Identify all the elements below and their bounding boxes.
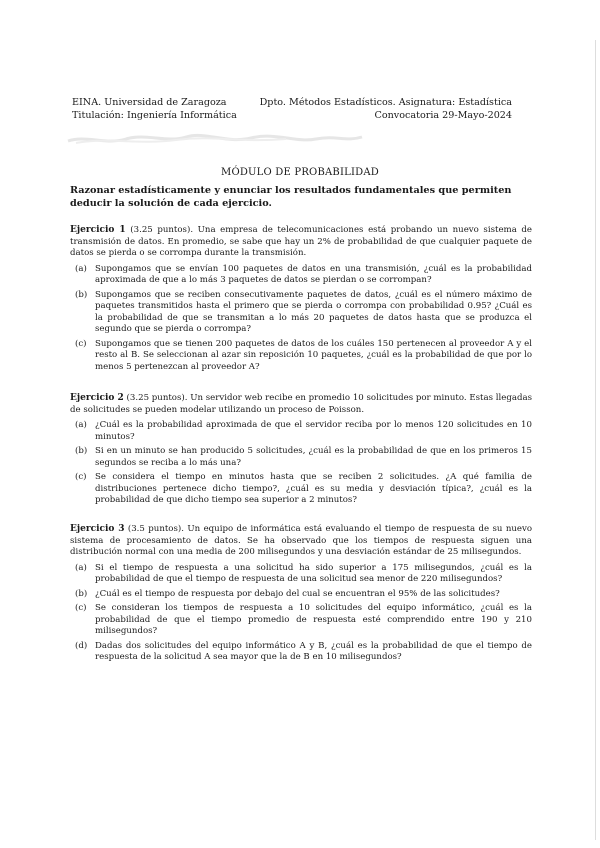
degree-name: Titulación: Ingeniería Informática <box>72 110 237 121</box>
handwritten-name-scribble <box>66 131 366 147</box>
list-item <box>70 589 532 601</box>
item-text: Se considera el tiempo en minutos hasta que se reciben 2 solicitudes. ¿A qué familia de distribuciones pertenece dicho tiempo?, ¿cuál es su media y desviación típica?, ¿cuál es la probabilidad de que dicho tiempo sea superior a 2 minutos? <box>95 472 532 505</box>
exercise-1-name: Ejercicio 1 <box>70 225 126 235</box>
instructions: Razonar estadísticamente y enunciar los resultados fundamentales que permiten deducir la solución de cada ejercicio. <box>70 185 512 209</box>
exercise-1 <box>70 225 532 376</box>
scan-edge-line <box>595 40 596 840</box>
item-label: (a) <box>75 562 87 573</box>
list-item <box>70 641 532 664</box>
exercise-1-points: (3.25 puntos). <box>130 225 194 235</box>
exercise-2-name: Ejercicio 2 <box>70 393 124 403</box>
item-text: Dadas dos solicitudes del equipo informático A y B, ¿cuál es la probabilidad de que el tiempo de respuesta de la solicitud A sea mayor que la de B en 10 milisegundos? <box>95 640 532 662</box>
item-label: (a) <box>75 263 87 274</box>
item-label: (a) <box>75 420 87 430</box>
list-item <box>70 472 532 507</box>
header-right <box>260 96 512 122</box>
list-item <box>70 446 532 469</box>
exercise-2 <box>70 393 532 510</box>
item-text: Si en un minuto se han producido 5 solicitudes, ¿cuál es la probabilidad de que en los primeros 15 segundos se reciba a lo más una? <box>95 446 532 468</box>
item-text: Supongamos que se reciben consecutivamente paquetes de datos, ¿cuál es el número máximo de paquetes transmitidos hasta el primero que se pierda o corrompa con probabilidad 0.95? ¿Cuál es la probabilidad de que se transmitan a lo más 20 paquetes de datos hasta que se produzca el segundo que se pierda o corrompa? <box>95 289 532 334</box>
item-text: ¿Cuál es la probabilidad aproximada de que el servidor reciba por lo menos 120 solicitudes en 10 minutos? <box>95 420 532 442</box>
exercise-1-items <box>70 264 532 374</box>
exercise-3 <box>70 524 532 667</box>
exercise-3-statement <box>70 524 532 559</box>
exercise-3-points: (3.5 puntos). <box>127 524 184 534</box>
exercise-3-name: Ejercicio 3 <box>70 524 125 534</box>
exercise-1-statement <box>70 225 532 260</box>
exercise-2-statement <box>70 393 532 416</box>
item-label: (d) <box>75 640 88 651</box>
exercise-2-text: Un servidor web recibe en promedio 10 solicitudes por minuto. Estas llegadas de solicitudes se pueden modelar utilizando un proceso de Poisson. <box>70 393 532 415</box>
item-label: (b) <box>75 588 88 599</box>
item-label: (b) <box>75 289 88 300</box>
exercise-2-items <box>70 420 532 507</box>
header-left <box>72 96 237 122</box>
exercise-1-text: Una empresa de telecomunicaciones está probando un nuevo sistema de transmisión de datos. En promedio, se sabe que hay un 2% de probabilidad de que cualquier paquete de datos se pierda o se corrompa durante la transmisión. <box>70 225 533 258</box>
item-text: Si el tiempo de respuesta a una solicitud ha sido superior a 175 milisegundos, ¿cuál es la probabilidad de que el tiempo de respuesta de una solicitud sea menor de 220 milisegundos? <box>95 562 532 584</box>
list-item <box>70 339 532 374</box>
exercise-3-items <box>70 563 532 664</box>
item-label: (b) <box>75 446 88 456</box>
department-subject: Dpto. Métodos Estadísticos. Asignatura: Estadística <box>259 97 512 108</box>
page-title: MÓDULO DE PROBABILIDAD <box>221 167 379 178</box>
exercise-2-points: (3.25 puntos). <box>126 393 188 403</box>
item-label: (c) <box>75 603 87 613</box>
list-item <box>70 264 532 287</box>
page-header <box>72 96 512 122</box>
item-text: Se consideran los tiempos de respuesta a 10 solicitudes del equipo informático, ¿cuál es la probabilidad de que el tiempo promedio de respuesta esté comprendido entre 190 y 210 milisegundos? <box>95 603 532 636</box>
item-text: ¿Cuál es el tiempo de respuesta por debajo del cual se encuentran el 95% de las solicitudes? <box>95 588 500 599</box>
item-label: (c) <box>75 338 87 349</box>
exercise-3-text: Un equipo de informática está evaluando el tiempo de respuesta de su nuevo sistema de procesamiento de datos. Se ha observado que los tiempos de respuesta siguen una distribución normal con una media de 200 milisegundos y una desviación estándar de 25 milisegundos. <box>70 524 533 557</box>
list-item <box>70 290 532 336</box>
list-item <box>70 563 532 586</box>
list-item <box>70 420 532 443</box>
item-text: Supongamos que se tienen 200 paquetes de datos de los cuáles 150 pertenecen al proveedor A y el resto al B. Se seleccionan al azar sin reposición 10 paquetes, ¿cuál es la probabilidad de que por lo menos 5 pertenezcan al proveedor A? <box>95 338 532 372</box>
exam-date: Convocatoria 29-Mayo-2024 <box>374 110 512 121</box>
item-text: Supongamos que se envían 100 paquetes de datos en una transmisión, ¿cuál es la probabilidad aproximada de que a lo más 3 paquetes de datos se pierdan o se corrompan? <box>95 263 532 285</box>
university-name: EINA. Universidad de Zaragoza <box>72 97 227 108</box>
item-label: (c) <box>75 472 87 482</box>
list-item <box>70 603 532 638</box>
